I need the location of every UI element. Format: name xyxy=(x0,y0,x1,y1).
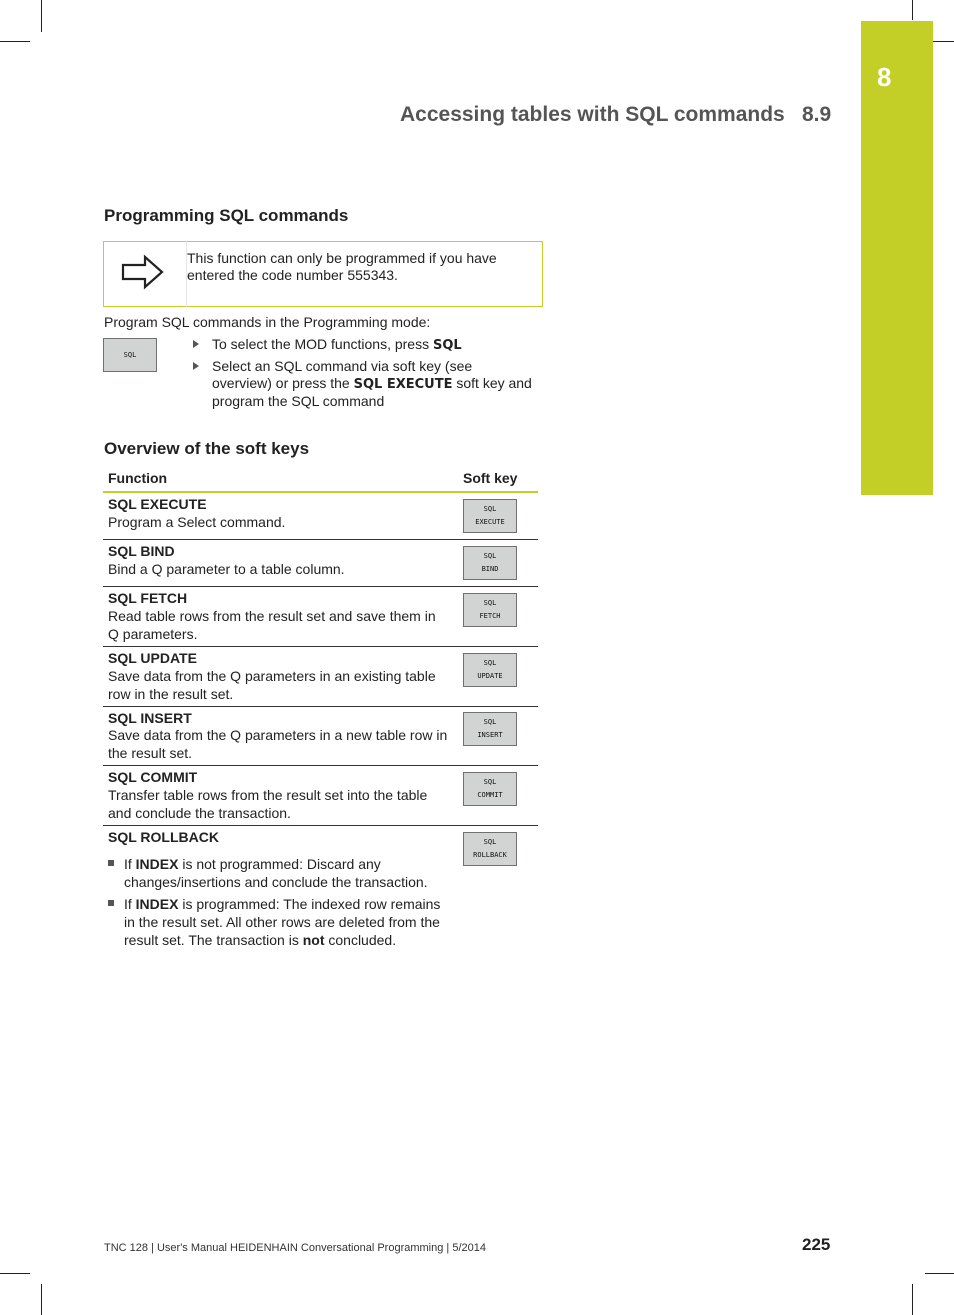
bullet-text: If xyxy=(124,896,136,912)
header-rule xyxy=(103,491,538,493)
sql-commit-softkey[interactable] xyxy=(463,772,517,806)
softkey-label: SQL xyxy=(483,552,497,560)
row-divider xyxy=(103,539,538,540)
crop-mark xyxy=(0,1273,30,1274)
softkey-label: SQL xyxy=(123,350,137,359)
bullet-text: is programmed: The indexed row remains in the result set. All other rows are deleted from the result set. The transaction is xyxy=(124,896,441,948)
crop-mark xyxy=(41,0,42,32)
note-box xyxy=(103,241,543,307)
bullet-bold: INDEX xyxy=(135,896,179,912)
square-bullet-icon xyxy=(108,860,114,866)
row-function-name: SQL INSERT xyxy=(108,710,192,726)
row-divider xyxy=(103,586,538,587)
step-text: To select the MOD functions, press xyxy=(212,336,433,352)
column-header-softkey: Soft key xyxy=(463,470,518,486)
intro-text: Program SQL commands in the Programming mode: xyxy=(104,314,431,330)
row-function-desc: Save data from the Q parameters in an existing table row in the result set. xyxy=(108,668,436,702)
row-function-name: SQL UPDATE xyxy=(108,650,197,666)
page-title: Accessing tables with SQL commands xyxy=(400,103,785,126)
column-header-function: Function xyxy=(108,470,168,486)
row-divider xyxy=(103,825,538,826)
heading-programming: Programming SQL commands xyxy=(104,206,349,225)
row-function-name: SQL EXECUTE xyxy=(108,496,207,512)
crop-mark xyxy=(0,41,30,42)
row-function-name: SQL FETCH xyxy=(108,590,188,606)
row-function-desc: Program a Select command. xyxy=(108,514,286,530)
row-function-name: SQL ROLLBACK xyxy=(108,829,219,845)
crop-mark xyxy=(912,1284,913,1315)
softkey-label: SQL xyxy=(483,599,497,607)
row-divider xyxy=(103,765,538,766)
softkey-label: SQL xyxy=(483,838,497,846)
row-function-name: SQL COMMIT xyxy=(108,769,198,785)
softkey-label: ROLLBACK xyxy=(473,851,507,859)
sql-rollback-softkey[interactable] xyxy=(463,832,517,866)
sql-update-softkey[interactable] xyxy=(463,653,517,687)
step-text-after: soft key and program the SQL command xyxy=(212,375,532,409)
softkey-label: SQL xyxy=(483,778,497,786)
sql-execute-softkey[interactable] xyxy=(463,499,517,533)
bullet-text: If xyxy=(124,856,136,872)
softkey-label: INSERT xyxy=(477,731,503,739)
row-function-desc: Save data from the Q parameters in a new table row in the result set. xyxy=(108,727,448,761)
page-number: 225 xyxy=(802,1235,831,1254)
chapter-tab xyxy=(861,21,933,495)
sql-bind-softkey[interactable] xyxy=(463,546,517,580)
step-text: Select an SQL command via soft key (see overview) or press the xyxy=(212,358,473,391)
row-function-desc: Read table rows from the result set and save them in Q parameters. xyxy=(108,608,436,642)
row-function-desc: Transfer table rows from the result set into the table and conclude the transaction. xyxy=(108,787,428,821)
arrow-right-icon xyxy=(121,254,165,290)
row-divider xyxy=(103,646,538,647)
footer-text: TNC 128 | User's Manual HEIDENHAIN Conversational Programming | 5/2014 xyxy=(104,1242,486,1254)
section-number: 8.9 xyxy=(802,103,832,126)
bullet-bold: INDEX xyxy=(135,856,179,872)
sql-softkey[interactable] xyxy=(103,338,157,372)
softkey-label: UPDATE xyxy=(477,672,503,680)
row-function-name: SQL BIND xyxy=(108,543,175,559)
step-key: SQL xyxy=(432,338,462,353)
note-text: This function can only be programmed if you have entered the code number 555343. xyxy=(187,250,497,283)
row-divider xyxy=(103,706,538,707)
softkey-label: FETCH xyxy=(479,612,501,620)
rollback-bullet xyxy=(108,855,448,891)
bullet-bold: not xyxy=(302,932,325,948)
triangle-bullet-icon xyxy=(193,362,199,370)
softkey-label: SQL xyxy=(483,718,497,726)
softkey-label: EXECUTE xyxy=(475,518,505,526)
step-item xyxy=(193,358,533,410)
rollback-bullet xyxy=(108,895,448,949)
step-item xyxy=(193,336,533,354)
square-bullet-icon xyxy=(108,900,114,906)
crop-mark xyxy=(912,0,913,20)
crop-mark xyxy=(41,1284,42,1315)
softkey-label: SQL xyxy=(483,505,497,513)
crop-mark xyxy=(925,1273,954,1274)
softkey-label: BIND xyxy=(481,565,499,573)
bullet-text: is not programmed: Discard any changes/insertions and conclude the transaction. xyxy=(124,856,428,890)
heading-overview: Overview of the soft keys xyxy=(104,439,310,458)
bullet-text: concluded. xyxy=(324,932,397,948)
sql-fetch-softkey[interactable] xyxy=(463,593,517,627)
step-key: SQL EXECUTE xyxy=(353,377,453,392)
softkey-label: SQL xyxy=(483,659,497,667)
row-function-desc: Bind a Q parameter to a table column. xyxy=(108,561,345,577)
triangle-bullet-icon xyxy=(193,340,199,348)
chapter-number: 8 xyxy=(877,62,892,92)
sql-insert-softkey[interactable] xyxy=(463,712,517,746)
softkey-label: COMMIT xyxy=(477,791,503,799)
